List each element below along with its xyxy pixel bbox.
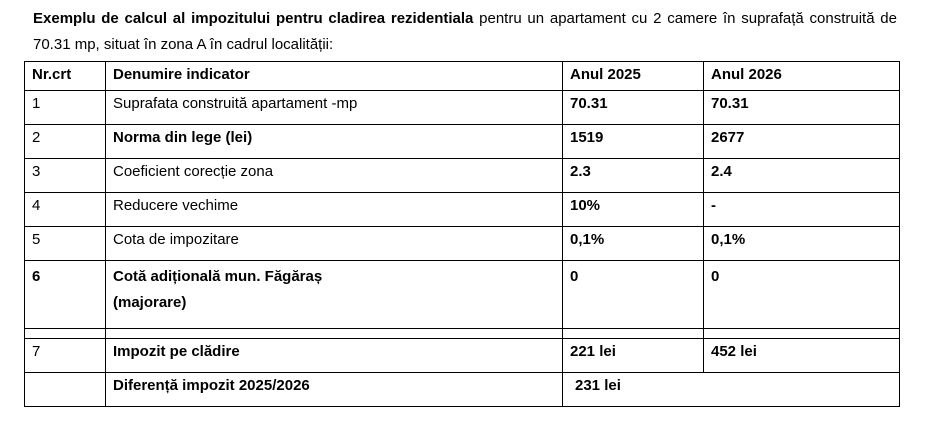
- table-header-row: [25, 62, 900, 91]
- row-nr: 7: [25, 339, 106, 373]
- table-row: [25, 193, 900, 227]
- row-value-2025: 10%: [563, 193, 704, 227]
- row-value-2025: 0,1%: [563, 227, 704, 261]
- row-value-2025: 2.3: [563, 159, 704, 193]
- diff-nr-empty: [25, 373, 106, 407]
- row-indicator: Norma din lege (lei): [106, 125, 563, 159]
- intro-text: pentru un apartament cu 2 camere în suprafață construită de 70.31 mp, situat în zona A în cadrul localității:: [33, 10, 897, 53]
- row-nr: 1: [25, 91, 106, 125]
- row-value-2026: 2677: [704, 125, 900, 159]
- diff-label: Diferență impozit 2025/2026: [106, 373, 563, 407]
- row-value-2026: 70.31: [704, 91, 900, 125]
- table-row: [25, 261, 900, 329]
- row-indicator: Impozit pe clădire: [106, 339, 563, 373]
- table-row: [25, 125, 900, 159]
- row-nr: 6: [25, 261, 106, 329]
- table-diff-row: [25, 373, 900, 407]
- row-nr: 4: [25, 193, 106, 227]
- table-row: [25, 227, 900, 261]
- header-indicator: Denumire indicator: [106, 62, 563, 91]
- row-nr: 5: [25, 227, 106, 261]
- row-nr: 3: [25, 159, 106, 193]
- header-nr: Nr.crt: [25, 62, 106, 91]
- tax-calculation-table: [24, 61, 900, 407]
- row-value-2025: 221 lei: [563, 339, 704, 373]
- table-row: [25, 91, 900, 125]
- row-value-2025: 70.31: [563, 91, 704, 125]
- row-value-2026: 0: [704, 261, 900, 329]
- table-spacer-row: [25, 329, 900, 339]
- intro-bold-text: Exemplu de calcul al impozitului pentru cladirea rezidentiala: [33, 10, 474, 27]
- row-value-2026: 2.4: [704, 159, 900, 193]
- row-value-2026: 452 lei: [704, 339, 900, 373]
- row-value-2025: 0: [563, 261, 704, 329]
- row-nr: 2: [25, 125, 106, 159]
- row-indicator-line2: (majorare): [113, 294, 187, 311]
- row-indicator: Cota de impozitare: [106, 227, 563, 261]
- row-indicator-line1: Cotă adițională mun. Făgăraș: [113, 268, 323, 285]
- row-value-2026: -: [704, 193, 900, 227]
- header-2025: Anul 2025: [563, 62, 704, 91]
- row-indicator: [106, 261, 563, 329]
- intro-paragraph: [33, 6, 897, 58]
- row-indicator: Suprafata construită apartament -mp: [106, 91, 563, 125]
- table-row: [25, 159, 900, 193]
- diff-value: 231 lei: [563, 373, 900, 407]
- row-value-2025: 1519: [563, 125, 704, 159]
- table-row: [25, 339, 900, 373]
- row-indicator: Coeficient corecție zona: [106, 159, 563, 193]
- row-indicator: Reducere vechime: [106, 193, 563, 227]
- row-value-2026: 0,1%: [704, 227, 900, 261]
- header-2026: Anul 2026: [704, 62, 900, 91]
